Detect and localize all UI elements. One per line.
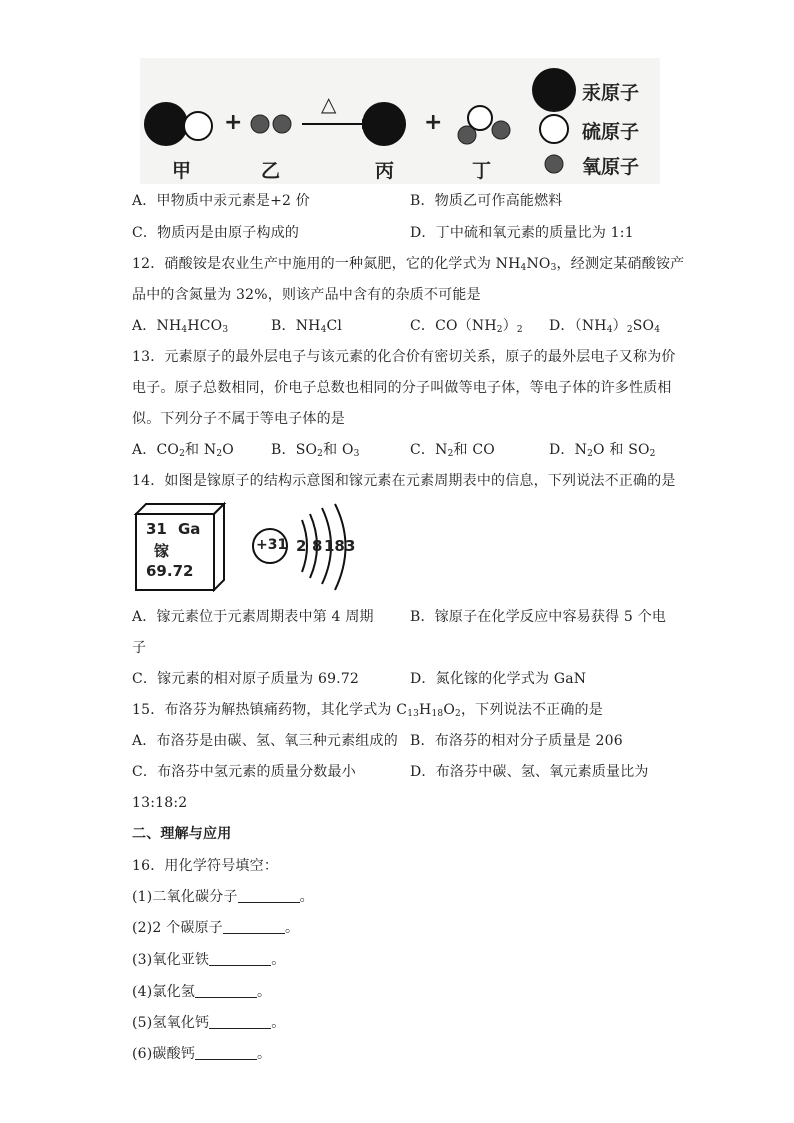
sulfur-atom [184, 112, 212, 140]
oxygen-atom [492, 121, 510, 139]
element-symbol: Ga [178, 520, 201, 538]
q15-option-a: A．布洛芬是由碳、氢、氧三种元素组成的 [132, 733, 398, 749]
answer-blank[interactable] [195, 983, 257, 998]
q13-option-a: A．$CO_2$和 $N_2O$ [132, 442, 234, 459]
q13-stem-line2: 电子。原子总数相同，价电子总数也相同的分子叫做等电子体，等电子体的许多性质相 [132, 380, 672, 396]
shell-4-count: 3 [345, 537, 356, 555]
label-jia: 甲 [172, 160, 192, 182]
element-name: 镓 [154, 542, 170, 560]
q13-option-b: B．$SO_2$和 $O_3$ [271, 442, 360, 459]
q16-item: (3)氧化亚铁 。 [132, 952, 286, 968]
q13-stem-line3: 似。下列分子不属于等电子体的是 [132, 411, 345, 427]
oxygen-atom [251, 115, 269, 133]
legend-mercury-symbol [532, 68, 576, 112]
heat-condition: △ [321, 92, 337, 116]
q15-option-b: B．布洛芬的相对分子质量是 206 [410, 733, 623, 749]
q14-option-d: D．氮化镓的化学式为 GaN [410, 671, 587, 687]
nucleus-charge: +31 [256, 537, 288, 553]
label-ding: 丁 [472, 160, 492, 182]
element-number: 31 [146, 520, 167, 538]
q12-stem-line2: 品中的含氮量为 32%，则该产品中含有的杂质不可能是 [132, 287, 481, 303]
legend-oxygen-symbol [545, 155, 563, 173]
q16-item: (6)碳酸钙 。 [132, 1046, 272, 1062]
q12-stem-line1: 12．硝酸铵是农业生产中施用的一种氮肥，它的化学式为 $NH_4NO_3$，经测定某硝酸铵产 [132, 256, 685, 273]
answer-blank[interactable] [195, 1045, 257, 1060]
q13-option-c: C．$N_2$和 CO [410, 442, 495, 459]
shell-2-count: 8 [312, 537, 323, 555]
q16-item: (5)氢氧化钙 。 [132, 1015, 286, 1031]
plus-sign: + [224, 110, 243, 135]
section-title: 二、理解与应用 [132, 826, 232, 842]
gallium-figure [132, 500, 372, 596]
q12-option-a: A．$NH_4HCO_3$ [132, 318, 229, 335]
label-bing: 丙 [375, 160, 395, 182]
legend-oxygen: 氧原子 [582, 156, 640, 178]
oxygen-atom [273, 115, 291, 133]
q16-item: (4)氯化氢 。 [132, 984, 272, 1000]
q15-option-d-line2: 13:18:2 [132, 795, 188, 811]
plus-sign: + [424, 110, 443, 135]
legend-sulfur-symbol [540, 115, 568, 143]
card-top-face [136, 504, 224, 514]
q11-option-b: B．物质乙可作高能燃料 [410, 193, 563, 209]
q13-option-d: D．$N_2O$ 和 $SO_2$ [549, 442, 656, 459]
q11-option-d: D．丁中硫和氧元素的质量比为 1:1 [410, 225, 634, 241]
q12-option-b: B．$NH_4Cl$ [271, 318, 343, 335]
shell-1-count: 2 [296, 537, 307, 555]
answer-blank[interactable] [209, 1014, 271, 1029]
sulfur-atom [468, 106, 492, 130]
q14-stem: 14．如图是镓原子的结构示意图和镓元素在元素周期表中的信息，下列说法不正确的是 [132, 473, 676, 489]
q12-option-d: D．$(NH_4)_2SO_4$ [549, 318, 661, 335]
q15-option-d-line1: D．布洛芬中碳、氢、氧元素质量比为 [410, 764, 649, 780]
q14-option-c: C．镓元素的相对原子质量为 69.72 [132, 671, 360, 687]
q16-item: (2)2 个碳原子 。 [132, 920, 300, 936]
reaction-figure [140, 58, 660, 184]
shell-3-count: 18 [324, 537, 345, 555]
q14-option-b-line1: B．镓原子在化学反应中容易获得 5 个电 [410, 609, 667, 625]
element-mass: 69.72 [146, 562, 194, 580]
q12-option-c: C．$CO(NH_2)_2$ [410, 318, 523, 335]
answer-blank[interactable] [223, 919, 285, 934]
card-side-face [214, 504, 224, 590]
q16-item: (1)二氧化碳分子 。 [132, 889, 314, 905]
q16-stem: 16．用化学符号填空： [132, 858, 279, 874]
q15-stem: 15．布洛芬为解热镇痛药物，其化学式为 $C_{13}H_{18}O_2$，下列说法不正确的是 [132, 702, 603, 719]
mercury-atom [144, 102, 188, 146]
label-yi: 乙 [261, 160, 281, 182]
q11-option-c: C．物质丙是由原子构成的 [132, 225, 300, 241]
q14-option-a: A．镓元素位于元素周期表中第 4 周期 [132, 609, 374, 625]
q11-option-a: A．甲物质中汞元素是+2 价 [132, 193, 310, 209]
legend-mercury: 汞原子 [582, 82, 640, 104]
q14-option-b-line2: 子 [132, 640, 147, 656]
q13-stem-line1: 13．元素原子的最外层电子与该元素的化合价有密切关系，原子的最外层电子又称为价 [132, 349, 676, 365]
answer-blank[interactable] [209, 951, 271, 966]
answer-blank[interactable] [238, 888, 300, 903]
legend-sulfur: 硫原子 [582, 121, 640, 143]
mercury-atom [362, 102, 406, 146]
q15-option-c: C．布洛芬中氢元素的质量分数最小 [132, 764, 356, 780]
